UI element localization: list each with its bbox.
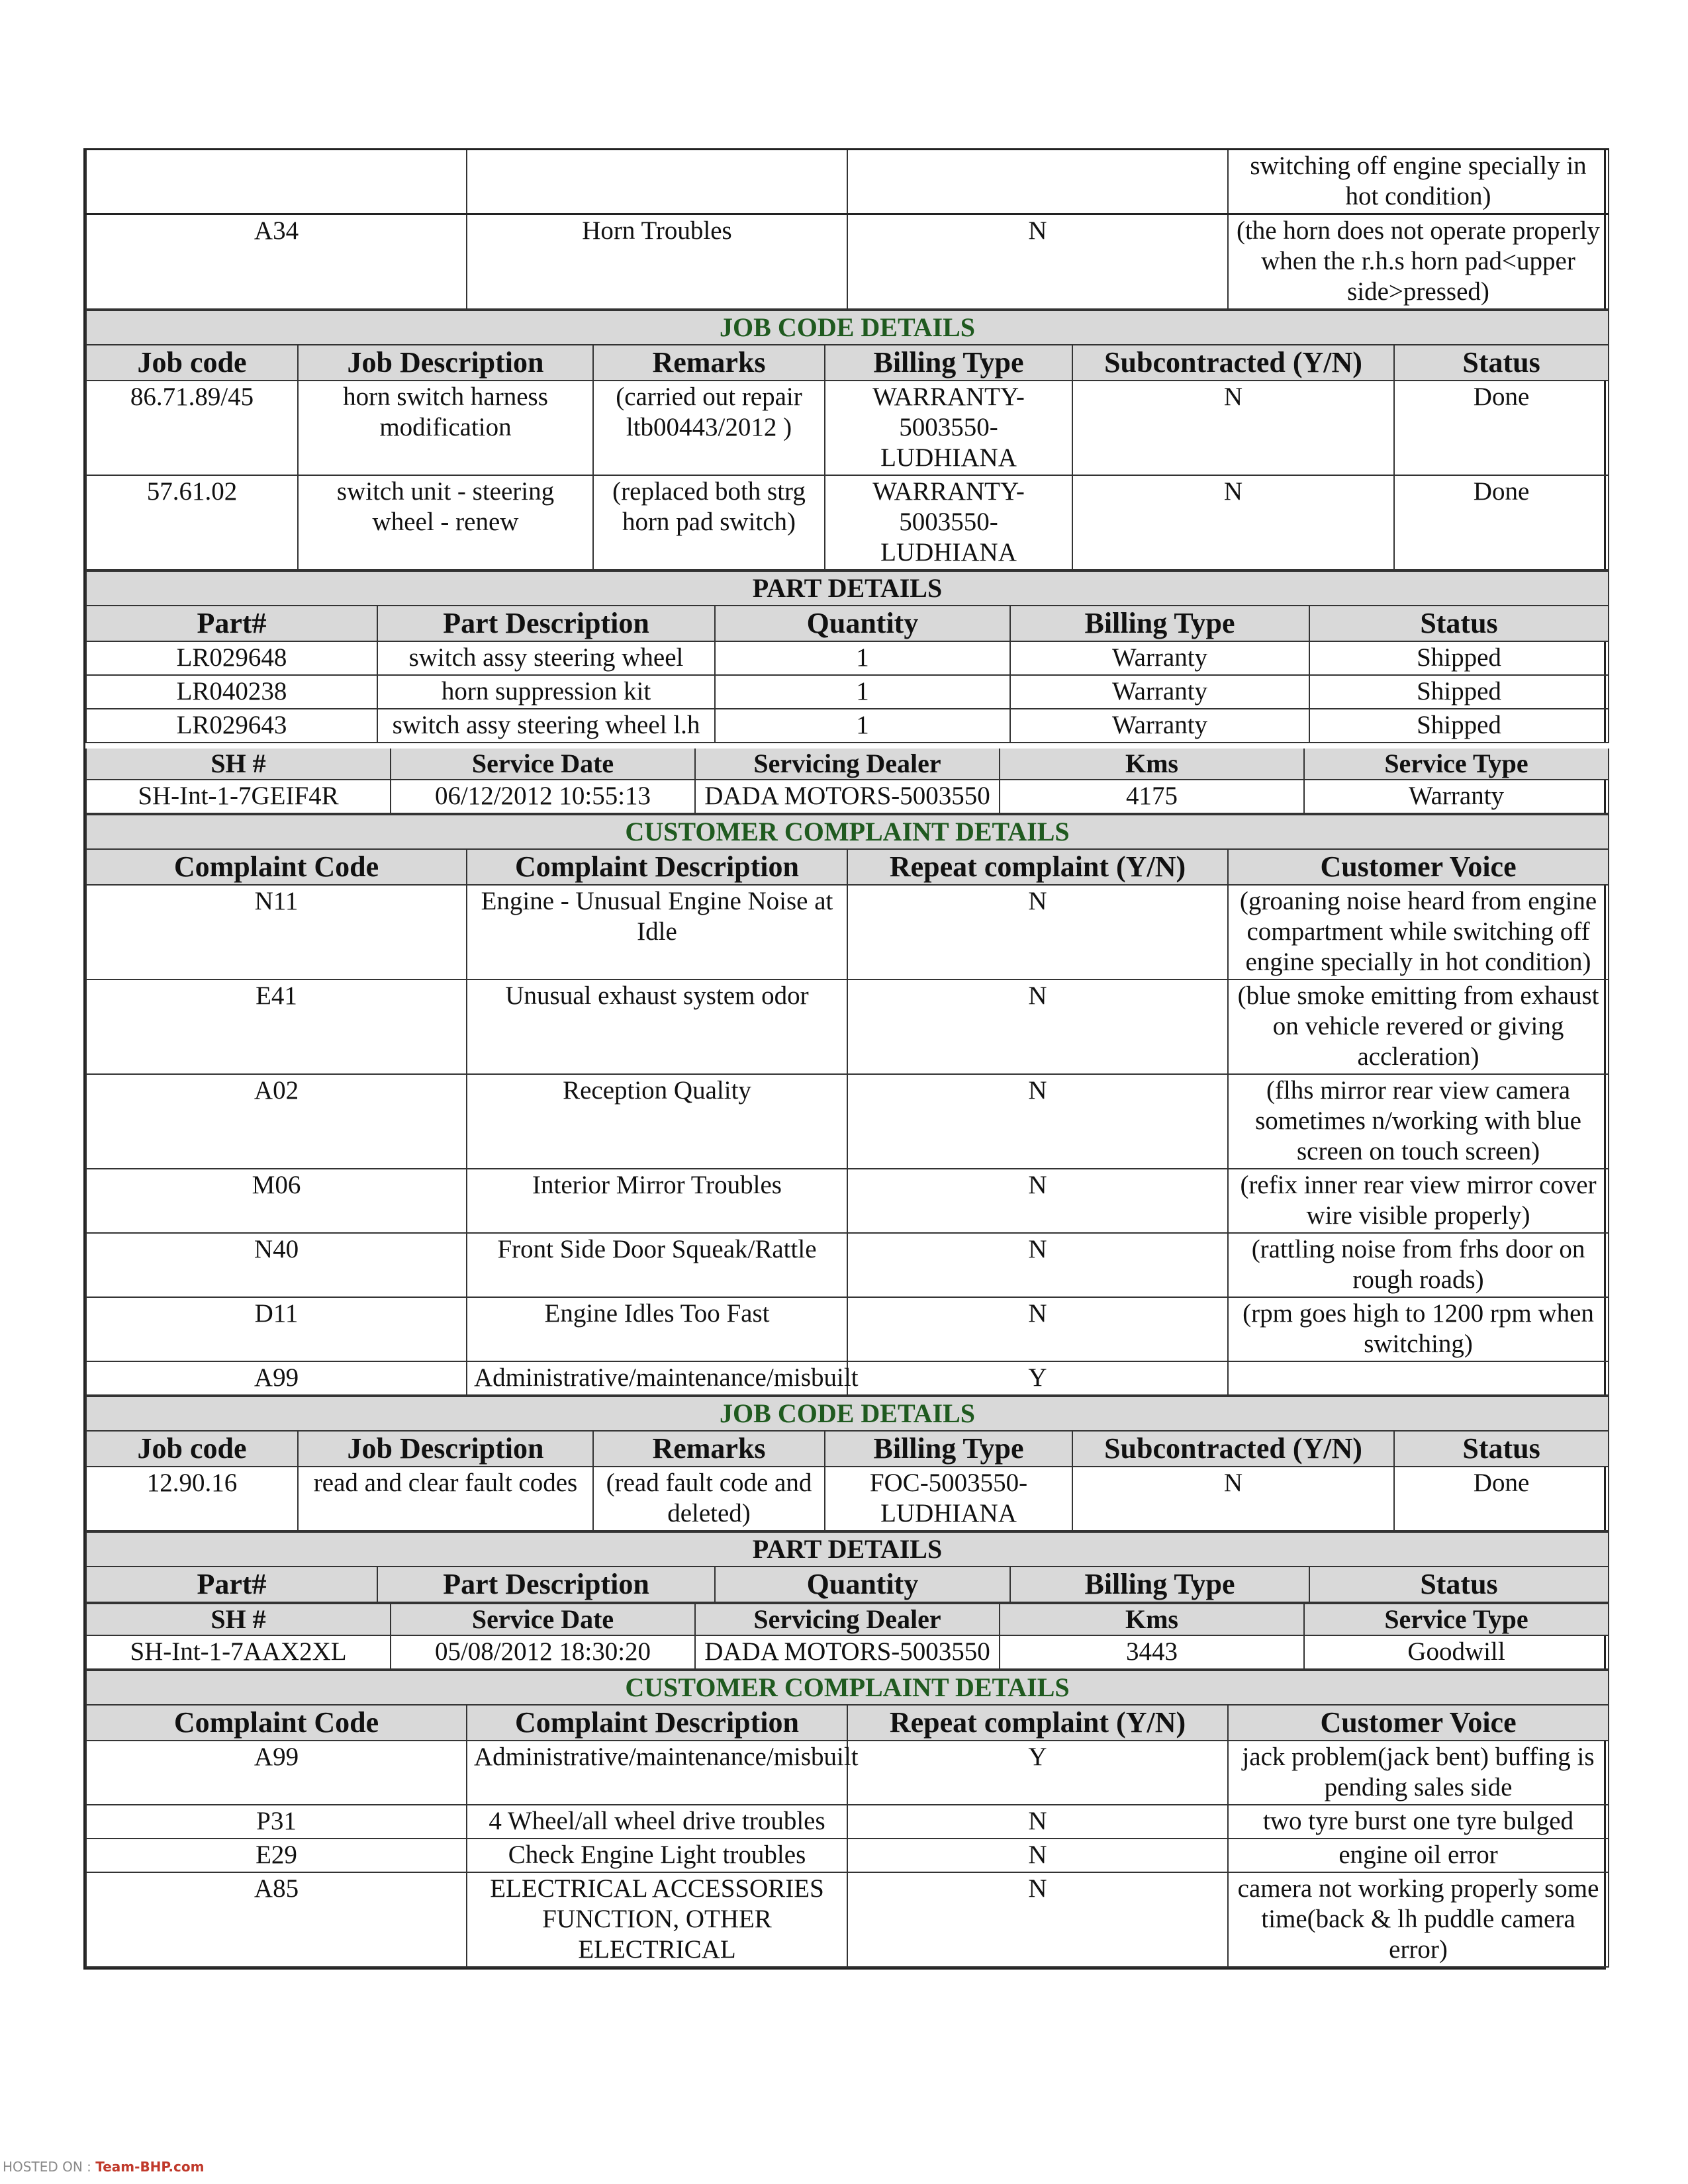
status: Shipped — [1309, 709, 1609, 743]
column-header: Subcontracted (Y/N) — [1072, 1431, 1394, 1467]
complaint-table-continued — [85, 148, 1609, 310]
repeat-complaint: N — [847, 1169, 1228, 1233]
section-title: CUSTOMER COMPLAINT DETAILS — [86, 1670, 1609, 1705]
column-header: Repeat complaint (Y/N) — [847, 849, 1228, 885]
job-code-table — [85, 1396, 1609, 1531]
service-date: 06/12/2012 10:55:13 — [391, 780, 695, 813]
column-header: Job Description — [298, 345, 593, 381]
part-number: LR029643 — [86, 709, 377, 743]
job-code: 86.71.89/45 — [86, 381, 298, 475]
customer-voice: camera not working properly some time(back & lh puddle camera error) — [1228, 1872, 1609, 1967]
table-row — [86, 214, 1609, 310]
table-header — [86, 746, 1609, 780]
table-row — [86, 885, 1609, 979]
watermark-prefix: HOSTED ON : — [3, 2159, 91, 2175]
table-row — [86, 675, 1609, 709]
column-header: Customer Voice — [1228, 1705, 1609, 1741]
quantity: 1 — [715, 675, 1010, 709]
customer-voice: (rpm goes high to 1200 rpm when switching) — [1228, 1297, 1609, 1361]
column-header: Repeat complaint (Y/N) — [847, 1705, 1228, 1741]
table-row — [86, 979, 1609, 1074]
column-header: Job code — [86, 345, 298, 381]
column-header: Servicing Dealer — [695, 746, 1000, 780]
complaint-description: Front Side Door Squeak/Rattle — [467, 1233, 847, 1297]
customer-voice: (groaning noise heard from engine compartment while switching off engine specially in hot condition) — [1228, 885, 1609, 979]
complaint-description: Interior Mirror Troubles — [467, 1169, 847, 1233]
job-description: read and clear fault codes — [298, 1467, 593, 1531]
column-header: Complaint Code — [86, 849, 467, 885]
section-title: JOB CODE DETAILS — [86, 310, 1609, 345]
table-row — [86, 475, 1609, 570]
table-header — [86, 1604, 1609, 1635]
billing-type: Warranty — [1010, 675, 1309, 709]
sh-number: SH-Int-1-7AAX2XL — [86, 1635, 391, 1669]
repeat-complaint: N — [847, 1297, 1228, 1361]
customer-voice: (flhs mirror rear view camera sometimes n/working with blue screen on touch screen) — [1228, 1074, 1609, 1169]
quantity: 1 — [715, 709, 1010, 743]
service-type: Goodwill — [1304, 1635, 1609, 1669]
complaint-code: N11 — [86, 885, 467, 979]
column-header: Job Description — [298, 1431, 593, 1467]
column-header: Billing Type — [1010, 1567, 1309, 1602]
servicing-dealer: DADA MOTORS-5003550 — [695, 780, 1000, 813]
table-row — [86, 641, 1609, 675]
complaint-description: Administrative/maintenance/misbuilt — [467, 1741, 847, 1805]
table-header — [86, 849, 1609, 885]
table-header — [86, 345, 1609, 381]
table-header — [86, 1567, 1609, 1602]
column-header: Subcontracted (Y/N) — [1072, 345, 1394, 381]
column-header: Service Type — [1304, 1604, 1609, 1635]
subcontracted: N — [1072, 1467, 1394, 1531]
repeat-complaint: N — [847, 1233, 1228, 1297]
table-row — [86, 1074, 1609, 1169]
column-header: Remarks — [593, 345, 825, 381]
billing-type: Warranty — [1010, 709, 1309, 743]
complaint-code: E41 — [86, 979, 467, 1074]
service-type: Warranty — [1304, 780, 1609, 813]
quantity: 1 — [715, 641, 1010, 675]
column-header: Status — [1309, 606, 1609, 641]
column-header: Quantity — [715, 1567, 1010, 1602]
customer-voice: engine oil error — [1228, 1839, 1609, 1872]
repeat-complaint: Y — [847, 1741, 1228, 1805]
service-record-table — [85, 743, 1609, 814]
repeat-complaint: Y — [847, 1361, 1228, 1395]
complaint-code: A02 — [86, 1074, 467, 1169]
column-header: SH # — [86, 1604, 391, 1635]
subcontracted: N — [1072, 381, 1394, 475]
complaint-code: N40 — [86, 1233, 467, 1297]
table-row — [86, 1467, 1609, 1531]
complaint-code: A99 — [86, 1741, 467, 1805]
repeat-complaint: N — [847, 885, 1228, 979]
remarks: (replaced both strg horn pad switch) — [593, 475, 825, 570]
customer-voice: jack problem(jack bent) buffing is pending sales side — [1228, 1741, 1609, 1805]
status: Done — [1394, 1467, 1609, 1531]
table-header — [86, 1431, 1609, 1467]
part-description: switch assy steering wheel — [377, 641, 715, 675]
table-row — [86, 1741, 1609, 1805]
billing-type: FOC-5003550-LUDHIANA — [825, 1467, 1072, 1531]
job-code: 12.90.16 — [86, 1467, 298, 1531]
column-header: Part# — [86, 606, 377, 641]
complaint-code — [86, 150, 467, 214]
section-title: PART DETAILS — [86, 1532, 1609, 1567]
column-header: Quantity — [715, 606, 1010, 641]
status: Shipped — [1309, 675, 1609, 709]
repeat-complaint: N — [847, 1839, 1228, 1872]
repeat-complaint: N — [847, 1872, 1228, 1967]
billing-type: Warranty — [1010, 641, 1309, 675]
column-header: Part Description — [377, 606, 715, 641]
complaint-code: A99 — [86, 1361, 467, 1395]
remarks: (carried out repair ltb00443/2012 ) — [593, 381, 825, 475]
table-row — [86, 150, 1609, 214]
column-header: Complaint Code — [86, 1705, 467, 1741]
complaint-description: Engine - Unusual Engine Noise at Idle — [467, 885, 847, 979]
job-code-table — [85, 310, 1609, 570]
table-header — [86, 606, 1609, 641]
billing-type: WARRANTY-5003550-LUDHIANA — [825, 475, 1072, 570]
column-header: Remarks — [593, 1431, 825, 1467]
customer-voice — [1228, 1361, 1609, 1395]
complaint-description: Check Engine Light troubles — [467, 1839, 847, 1872]
section-title: PART DETAILS — [86, 571, 1609, 606]
repeat-complaint: N — [847, 979, 1228, 1074]
customer-complaint-table — [85, 1670, 1609, 1968]
column-header: Complaint Description — [467, 849, 847, 885]
part-details-table — [85, 570, 1609, 743]
team-bhp-watermark — [3, 2160, 204, 2173]
customer-voice: (the horn does not operate properly when the r.h.s horn pad<upper side>pressed) — [1228, 214, 1609, 310]
status: Shipped — [1309, 641, 1609, 675]
column-header: Customer Voice — [1228, 849, 1609, 885]
complaint-description: Administrative/maintenance/misbuilt — [467, 1361, 847, 1395]
column-header: Servicing Dealer — [695, 1604, 1000, 1635]
table-row — [86, 1805, 1609, 1839]
table-row — [86, 1635, 1609, 1669]
complaint-code: A85 — [86, 1872, 467, 1967]
status: Done — [1394, 475, 1609, 570]
table-row — [86, 381, 1609, 475]
customer-voice: (rattling noise from frhs door on rough roads) — [1228, 1233, 1609, 1297]
part-details-table — [85, 1531, 1609, 1603]
customer-voice: (refix inner rear view mirror cover wire visible properly) — [1228, 1169, 1609, 1233]
column-header: Part# — [86, 1567, 377, 1602]
complaint-code: E29 — [86, 1839, 467, 1872]
watermark-brand: Team-BHP.com — [95, 2159, 205, 2175]
column-header: Complaint Description — [467, 1705, 847, 1741]
complaint-description: Reception Quality — [467, 1074, 847, 1169]
table-row — [86, 709, 1609, 743]
complaint-code: M06 — [86, 1169, 467, 1233]
sh-number: SH-Int-1-7GEIF4R — [86, 780, 391, 813]
complaint-description: 4 Wheel/all wheel drive troubles — [467, 1805, 847, 1839]
section-title: JOB CODE DETAILS — [86, 1396, 1609, 1431]
complaint-code: D11 — [86, 1297, 467, 1361]
service-record-table — [85, 1603, 1609, 1670]
kms: 3443 — [1000, 1635, 1304, 1669]
complaint-description: ELECTRICAL ACCESSORIES FUNCTION, OTHER ELECTRICAL — [467, 1872, 847, 1967]
complaint-code: P31 — [86, 1805, 467, 1839]
column-header: Billing Type — [825, 345, 1072, 381]
part-description: horn suppression kit — [377, 675, 715, 709]
column-header: SH # — [86, 746, 391, 780]
kms: 4175 — [1000, 780, 1304, 813]
column-header: Billing Type — [825, 1431, 1072, 1467]
table-row — [86, 1233, 1609, 1297]
repeat-complaint: N — [847, 214, 1228, 310]
table-header — [86, 1705, 1609, 1741]
repeat-complaint: N — [847, 1074, 1228, 1169]
repeat-complaint: N — [847, 1805, 1228, 1839]
customer-complaint-table — [85, 814, 1609, 1396]
subcontracted: N — [1072, 475, 1394, 570]
part-number: LR029648 — [86, 641, 377, 675]
complaint-description: Horn Troubles — [467, 214, 847, 310]
customer-voice: two tyre burst one tyre bulged — [1228, 1805, 1609, 1839]
repeat-complaint — [847, 150, 1228, 214]
customer-voice: switching off engine specially in hot condition) — [1228, 150, 1609, 214]
status: Done — [1394, 381, 1609, 475]
job-code: 57.61.02 — [86, 475, 298, 570]
column-header: Job code — [86, 1431, 298, 1467]
complaint-description — [467, 150, 847, 214]
table-row — [86, 1839, 1609, 1872]
column-header: Service Type — [1304, 746, 1609, 780]
column-header: Service Date — [391, 1604, 695, 1635]
service-history-document — [83, 148, 1606, 1970]
part-description: switch assy steering wheel l.h — [377, 709, 715, 743]
column-header: Status — [1394, 345, 1609, 381]
job-description: switch unit - steering wheel - renew — [298, 475, 593, 570]
column-header: Part Description — [377, 1567, 715, 1602]
column-header: Kms — [1000, 746, 1304, 780]
servicing-dealer: DADA MOTORS-5003550 — [695, 1635, 1000, 1669]
job-description: horn switch harness modification — [298, 381, 593, 475]
customer-voice: (blue smoke emitting from exhaust on vehicle revered or giving accleration) — [1228, 979, 1609, 1074]
complaint-description: Unusual exhaust system odor — [467, 979, 847, 1074]
table-row — [86, 1169, 1609, 1233]
column-header: Billing Type — [1010, 606, 1309, 641]
table-row — [86, 780, 1609, 813]
table-row — [86, 1872, 1609, 1967]
table-row — [86, 1297, 1609, 1361]
section-title: CUSTOMER COMPLAINT DETAILS — [86, 815, 1609, 849]
remarks: (read fault code and deleted) — [593, 1467, 825, 1531]
billing-type: WARRANTY-5003550-LUDHIANA — [825, 381, 1072, 475]
service-date: 05/08/2012 18:30:20 — [391, 1635, 695, 1669]
column-header: Status — [1394, 1431, 1609, 1467]
part-number: LR040238 — [86, 675, 377, 709]
complaint-description: Engine Idles Too Fast — [467, 1297, 847, 1361]
column-header: Kms — [1000, 1604, 1304, 1635]
column-header: Status — [1309, 1567, 1609, 1602]
complaint-code: A34 — [86, 214, 467, 310]
table-row — [86, 1361, 1609, 1395]
column-header: Service Date — [391, 746, 695, 780]
